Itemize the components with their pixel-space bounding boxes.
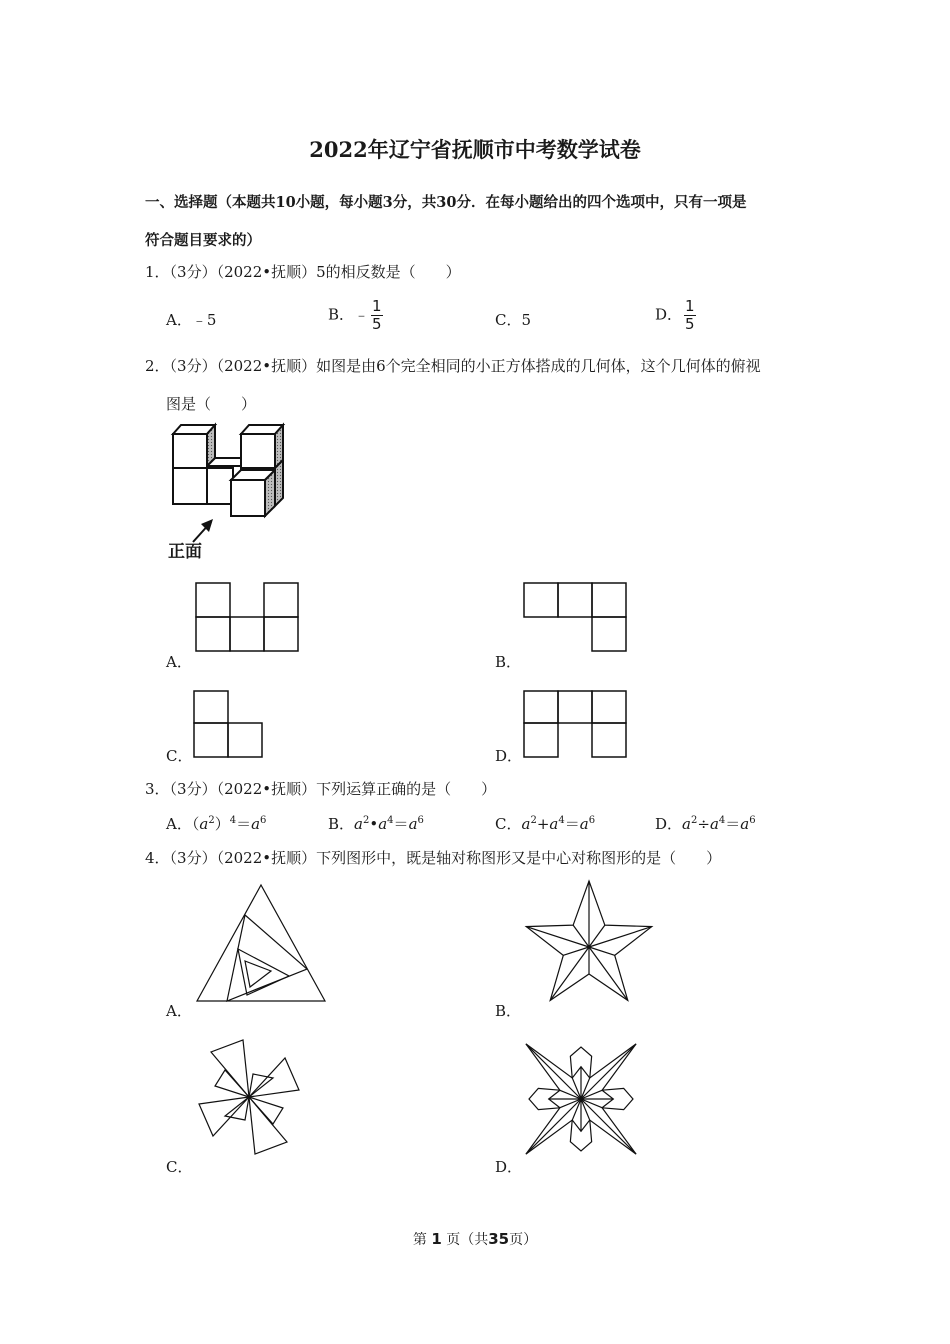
q1-d-denominator: 5 xyxy=(685,315,695,333)
q3-d-label: D． xyxy=(655,815,683,833)
q3-stem: 3．（3分）（2022•抚顺）下列运算正确的是（ ） xyxy=(145,780,497,798)
q3-b-label: B． xyxy=(328,815,355,833)
q4-option-b-figure xyxy=(522,877,656,1005)
q3-c-exp2: 4 xyxy=(558,815,565,826)
q3-d-exp2: 4 xyxy=(718,815,726,826)
q2-front-label: 正面 xyxy=(168,542,202,562)
q3-a-exp-outer: 4 xyxy=(229,815,237,826)
q3-b-var2: a xyxy=(378,815,388,833)
q3-a-rhs-var: a xyxy=(251,815,261,833)
q3-d-eq: ＝ xyxy=(725,815,741,833)
footer-pre: 第 xyxy=(412,1232,427,1248)
q3-b-var1: a xyxy=(354,815,363,833)
section-heading-line1: 一、选择题（本题共10小题，每小题3分，共30分．在每小题给出的四个选项中，只有一项是 xyxy=(145,194,747,211)
q3-c-label: C． xyxy=(495,815,522,833)
q3-a-exp-inner: 2 xyxy=(208,815,215,826)
q3-c-eq: ＝ xyxy=(564,815,580,833)
page-footer xyxy=(0,1229,950,1249)
q1-b-numerator: 1 xyxy=(372,297,382,315)
q1-option-d-prefix: D． xyxy=(655,305,683,324)
q3-b-op: • xyxy=(369,815,379,833)
q1-option-b xyxy=(328,298,383,333)
q3-d-op: ÷ xyxy=(697,815,710,833)
footer-post: 页） xyxy=(509,1232,538,1248)
q3-c-exp1: 2 xyxy=(530,815,537,826)
q2-option-d: D． xyxy=(495,747,523,765)
q3-b-eq: ＝ xyxy=(393,815,409,833)
q3-b-rhs-exp: 6 xyxy=(417,815,424,826)
q1-option-b-prefix: B．﹣ xyxy=(328,305,370,324)
q3-c-rhs-exp: 6 xyxy=(588,815,596,826)
section-heading-line2: 符合题目要求的） xyxy=(145,232,261,249)
q2-option-d-figure xyxy=(523,690,628,760)
q4-option-d: D． xyxy=(495,1158,523,1176)
q4-option-a-figure xyxy=(195,883,327,1003)
page-title: 2022年辽宁省抚顺市中考数学试卷 xyxy=(309,137,641,162)
q3-d-exp1: 2 xyxy=(690,815,698,826)
q2-option-a-figure xyxy=(195,582,300,654)
footer-total-pages: 35 xyxy=(488,1230,510,1248)
q2-stem-line1: 2．（3分）（2022•抚顺）如图是由6个完全相同的小正方体搭成的几何体，这个几何体的俯视 xyxy=(145,357,761,375)
q4-option-b: B． xyxy=(495,1002,522,1020)
q1-stem: 1．（3分）（2022•抚顺）5的相反数是（ ） xyxy=(145,263,461,281)
q3-a-label: A． xyxy=(166,815,192,833)
q2-option-b: B． xyxy=(495,653,522,671)
q4-option-c: C． xyxy=(166,1158,193,1176)
q3-c-var1: a xyxy=(521,815,531,833)
q3-d-var2: a xyxy=(709,815,719,833)
q3-a-var: a xyxy=(199,815,209,833)
q1-option-c: C．5 xyxy=(495,311,532,329)
q2-option-b-figure xyxy=(523,582,628,654)
q3-a-rhs-exp: 6 xyxy=(260,815,267,826)
q1-b-denominator: 5 xyxy=(372,315,382,333)
q3-d-rhs-exp: 6 xyxy=(749,815,756,826)
q4-stem: 4．（3分）（2022•抚顺）下列图形中，既是轴对称图形又是中心对称图形的是（ ） xyxy=(145,849,722,867)
q2-option-c-figure xyxy=(193,690,265,760)
q3-option-b xyxy=(328,813,424,834)
q3-b-exp1: 2 xyxy=(362,815,370,826)
q3-option-c xyxy=(495,813,595,834)
q2-option-c: C． xyxy=(166,747,193,765)
q2-option-a: A． xyxy=(166,653,192,671)
q3-d-var1: a xyxy=(682,815,691,833)
q3-option-d xyxy=(655,813,756,834)
q3-c-op: + xyxy=(536,815,550,833)
q3-c-var2: a xyxy=(549,815,559,833)
q4-option-d-figure xyxy=(523,1040,639,1158)
q3-c-rhs-var: a xyxy=(579,815,589,833)
q1-d-numerator: 1 xyxy=(685,297,695,315)
footer-page-number: 1 xyxy=(431,1230,442,1248)
q4-option-c-figure xyxy=(193,1034,305,1160)
q1-option-a: A．﹣5 xyxy=(166,311,217,329)
q4-option-a: A． xyxy=(166,1002,192,1020)
q3-option-a: A．$(a^2)^4=a^6$ xyxy=(166,815,267,833)
q2-stem-line2: 图是（ ） xyxy=(166,395,257,413)
q3-b-rhs-var: a xyxy=(408,815,418,833)
footer-mid: 页（共 xyxy=(446,1232,489,1248)
q3-a-eq: ＝ xyxy=(236,815,252,833)
q1-option-d-fraction xyxy=(684,298,696,333)
q1-option-d xyxy=(655,298,696,333)
q3-b-exp2: 4 xyxy=(387,815,394,826)
q1-option-b-fraction xyxy=(371,298,383,333)
q3-d-rhs-var: a xyxy=(740,815,750,833)
